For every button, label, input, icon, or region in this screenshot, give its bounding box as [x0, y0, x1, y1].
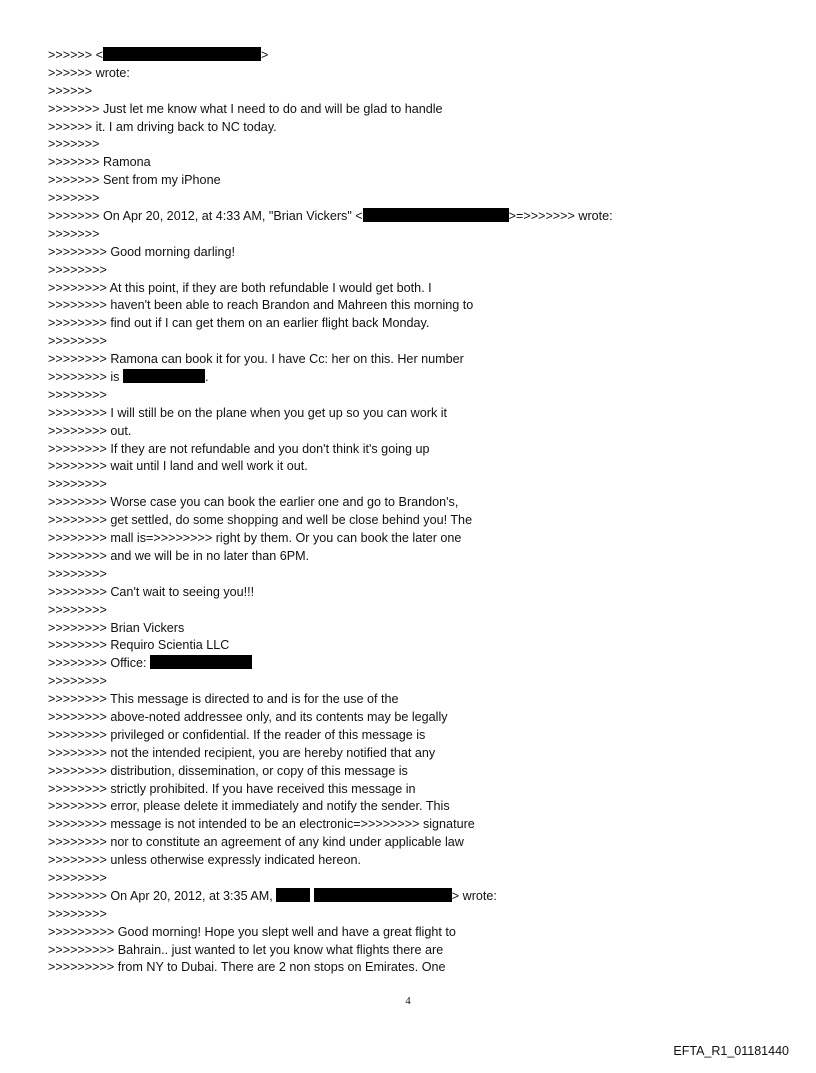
line-text: >=>>>>>>> wrote:: [508, 209, 613, 224]
email-line: [48, 745, 788, 763]
email-line: [48, 458, 788, 476]
email-line: [48, 297, 788, 315]
line-text: >>>>>>>>: [48, 334, 107, 349]
email-line: [48, 101, 788, 119]
email-line: [48, 691, 788, 709]
line-text: >>>>>>> Just let me know what I need to do and will be glad to handle: [48, 101, 443, 116]
email-line: [48, 637, 788, 655]
email-line: [48, 816, 788, 834]
document-id: EFTA_R1_01181440: [673, 1044, 789, 1058]
email-line: [48, 405, 788, 423]
redaction-box: [363, 208, 509, 222]
redaction-box: [314, 888, 330, 902]
email-line: [48, 602, 788, 620]
redaction-box: [150, 655, 252, 669]
email-line: [48, 584, 788, 602]
line-text: >>>>>>>> Ramona can book it for you. I have Cc: her on this. Her number: [48, 352, 464, 367]
line-text: >>>>>> <: [48, 48, 103, 62]
email-line: [48, 655, 788, 673]
line-text: >>>>>> wrote:: [48, 65, 130, 80]
email-line: [48, 423, 788, 441]
email-line: [48, 280, 788, 298]
line-text: >>>>>>>> unless otherwise expressly indicated hereon.: [48, 853, 361, 868]
email-line: [48, 476, 788, 494]
email-line: [48, 208, 788, 226]
email-body: [48, 47, 788, 977]
line-text: >>>>>>>> haven't been able to reach Brandon and Mahreen this morning to: [48, 298, 474, 313]
email-line: [48, 172, 788, 190]
email-line: [48, 190, 788, 208]
line-text: > wrote:: [451, 888, 497, 903]
email-line: [48, 47, 788, 65]
email-line: [48, 888, 788, 906]
line-text: >>>>>>: [48, 83, 93, 98]
line-text: >>>>>>>> and we will be in no later than 6PM.: [48, 548, 310, 563]
line-text: >>>>>>>> above-noted addressee only, and its contents may be legally: [48, 709, 448, 724]
line-text: >>>>>>>> error, please delete it immediately and notify the sender. This: [48, 799, 450, 814]
redaction-box: [103, 47, 261, 61]
line-text: >>>>>>>> out.: [48, 423, 132, 438]
email-line: [48, 727, 788, 745]
line-text: >>>>>>>: [48, 191, 100, 206]
email-line: [48, 906, 788, 924]
email-line: [48, 333, 788, 351]
email-line: [48, 262, 788, 280]
redaction-box: [276, 888, 310, 902]
line-text: >>>>>>>> This message is directed to and is for the use of the: [48, 692, 399, 707]
email-line: [48, 244, 788, 262]
email-line: [48, 942, 788, 960]
line-text: >>>>>>>>: [48, 870, 107, 885]
email-line: [48, 781, 788, 799]
line-text: >>>>>>>>: [48, 387, 107, 402]
line-text: >>>>>>>> not the intended recipient, you are hereby notified that any: [48, 745, 436, 760]
email-line: [48, 834, 788, 852]
line-text: >>>>>>> Ramona: [48, 155, 151, 170]
email-line: [48, 226, 788, 244]
email-line: [48, 369, 788, 387]
email-line: [48, 351, 788, 369]
email-line: [48, 83, 788, 101]
line-text: >>>>>>>> is: [48, 370, 123, 385]
email-line: [48, 852, 788, 870]
line-text: >>>>>>>>: [48, 674, 107, 689]
line-text: >>>>>>>> If they are not refundable and you don't think it's going up: [48, 441, 430, 456]
line-text: >>>>>>>> strictly prohibited. If you have received this message in: [48, 781, 416, 796]
line-text: >>>>>>>: [48, 137, 100, 152]
email-line: [48, 512, 788, 530]
line-text: >>>>>>>> At this point, if they are both refundable I would get both. I: [48, 280, 432, 295]
email-line: [48, 566, 788, 584]
line-text: >>>>>>>> Requiro Scientia LLC: [48, 638, 230, 653]
email-line: [48, 870, 788, 888]
line-text: >>>>>>>> get settled, do some shopping and well be close behind you! The: [48, 513, 473, 528]
redaction-box: [123, 369, 205, 383]
line-text: >>>>>>> On Apr 20, 2012, at 4:33 AM, "Brian Vickers" <: [48, 209, 363, 224]
email-line: [48, 494, 788, 512]
email-line: [48, 65, 788, 83]
line-text: >>>>>>>>> from NY to Dubai. There are 2 non stops on Emirates. One: [48, 960, 446, 975]
line-text: >>>>>>>> message is not intended to be an electronic=>>>>>>>> signature: [48, 817, 475, 832]
page-number: 4: [405, 995, 411, 1007]
line-text: >>>>>>>>: [48, 906, 107, 921]
line-text: >>>>>> it. I am driving back to NC today.: [48, 119, 277, 134]
email-line: [48, 387, 788, 405]
line-text: >>>>>>>>: [48, 477, 107, 492]
email-line: [48, 136, 788, 154]
email-line: [48, 709, 788, 727]
email-line: [48, 315, 788, 333]
line-text: >>>>>>>> Worse case you can book the earlier one and go to Brandon's,: [48, 495, 459, 510]
line-text: >>>>>>>> I will still be on the plane when you get up so you can work it: [48, 405, 448, 420]
line-text: >>>>>>>>: [48, 602, 107, 617]
email-line: [48, 924, 788, 942]
line-text: >>>>>>>>: [48, 566, 107, 581]
line-text: >>>>>>>> Good morning darling!: [48, 244, 235, 259]
line-text: >>>>>>>> On Apr 20, 2012, at 3:35 AM,: [48, 888, 277, 903]
line-text: >>>>>>>> distribution, dissemination, or copy of this message is: [48, 763, 408, 778]
line-text: >>>>>>>> wait until I land and well work it out.: [48, 459, 308, 474]
email-line: [48, 530, 788, 548]
line-text: >>>>>>>> Brian Vickers: [48, 620, 185, 635]
line-text: >>>>>>>> Office:: [48, 656, 150, 671]
line-text: >>>>>>>>> Bahrain.. just wanted to let you know what flights there are: [48, 942, 444, 957]
redaction-box: [330, 888, 452, 902]
line-text: >>>>>>>: [48, 226, 100, 241]
email-line: [48, 763, 788, 781]
email-line: [48, 673, 788, 691]
line-text: >>>>>>>> privileged or confidential. If the reader of this message is: [48, 727, 426, 742]
line-text: >>>>>>>> nor to constitute an agreement of any kind under applicable law: [48, 835, 464, 850]
line-text: >>>>>>>>> Good morning! Hope you slept well and have a great flight to: [48, 924, 456, 939]
line-text: >: [260, 48, 269, 62]
email-line: [48, 441, 788, 459]
email-line: [48, 119, 788, 137]
email-line: [48, 620, 788, 638]
email-line: [48, 548, 788, 566]
line-text: >>>>>>>> Can't wait to seeing you!!!: [48, 584, 255, 599]
line-text: .: [204, 370, 209, 385]
line-text: >>>>>>> Sent from my iPhone: [48, 173, 221, 188]
email-line: [48, 798, 788, 816]
line-text: >>>>>>>>: [48, 262, 107, 277]
line-text: >>>>>>>> mall is=>>>>>>>> right by them. Or you can book the later one: [48, 531, 462, 546]
email-line: [48, 959, 788, 977]
email-line: [48, 154, 788, 172]
line-text: >>>>>>>> find out if I can get them on an earlier flight back Monday.: [48, 316, 430, 331]
